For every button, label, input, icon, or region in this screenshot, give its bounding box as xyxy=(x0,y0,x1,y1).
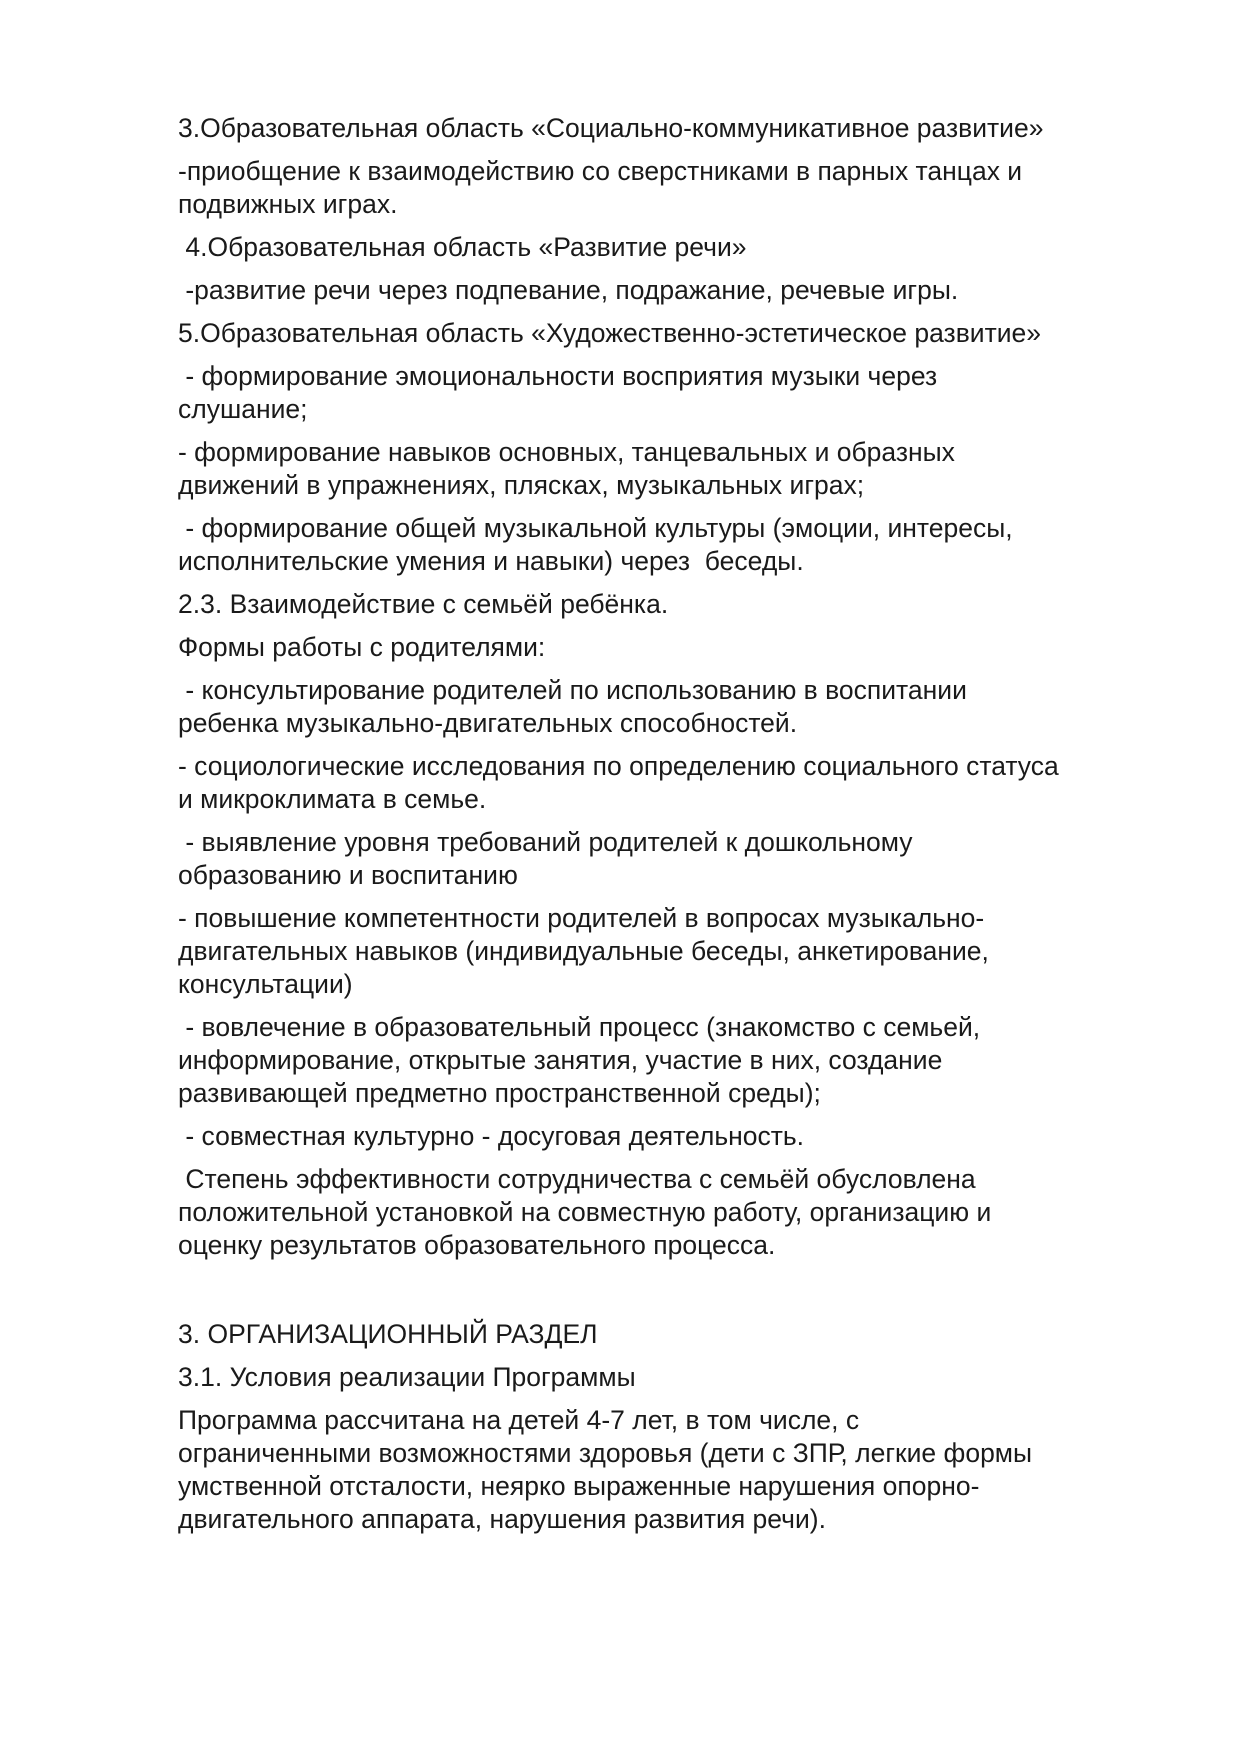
text-line: положительной установкой на совместную работу, организацию и xyxy=(178,1197,992,1227)
paragraph xyxy=(178,631,1178,664)
section-gap xyxy=(178,1272,1178,1318)
section-heading: 3. ОРГАНИЗАЦИОННЫЙ РАЗДЕЛ xyxy=(178,1319,598,1349)
text-line: двигательного аппарата, нарушения развития речи). xyxy=(178,1504,826,1534)
text-line: - повышение компетентности родителей в вопросах музыкально- xyxy=(178,903,985,933)
paragraph xyxy=(178,155,1178,221)
text-line: движений в упражнениях, плясках, музыкальных играх; xyxy=(178,470,865,500)
text-line: -развитие речи через подпевание, подражание, речевые игры. xyxy=(178,275,959,305)
paragraph xyxy=(178,112,1178,145)
paragraph xyxy=(178,231,1178,264)
text-line: информирование, открытые занятия, участие в них, создание xyxy=(178,1045,943,1075)
text-line: - совместная культурно - досуговая деятельность. xyxy=(178,1121,805,1151)
section-body-paragraph xyxy=(178,1404,1178,1536)
text-line: 5.Образовательная область «Художественно-эстетическое развитие» xyxy=(178,318,1041,348)
text-line: 3.Образовательная область «Социально-коммуникативное развитие» xyxy=(178,113,1044,143)
text-line: подвижных играх. xyxy=(178,189,398,219)
text-line: образованию и воспитанию xyxy=(178,860,518,890)
section-subheading: 3.1. Условия реализации Программы xyxy=(178,1362,636,1392)
paragraph xyxy=(178,512,1178,578)
text-line: - формирование навыков основных, танцевальных и образных xyxy=(178,437,955,467)
text-line: - социологические исследования по определению социального статуса xyxy=(178,751,1059,781)
document-page xyxy=(178,112,1178,1546)
paragraph xyxy=(178,674,1178,740)
paragraph xyxy=(178,826,1178,892)
text-line: - выявление уровня требований родителей к дошкольному xyxy=(178,827,913,857)
text-line: умственной отсталости, неярко выраженные нарушения опорно- xyxy=(178,1471,980,1501)
text-line: - формирование общей музыкальной культуры (эмоции, интересы, xyxy=(178,513,1013,543)
text-line: и микроклимата в семье. xyxy=(178,784,487,814)
paragraph xyxy=(178,1011,1178,1110)
text-line: - вовлечение в образовательный процесс (знакомство с семьей, xyxy=(178,1012,981,1042)
text-line: ограниченными возможностями здоровья (дети с ЗПР, легкие формы xyxy=(178,1438,1033,1468)
text-line: ребенка музыкально-двигательных способностей. xyxy=(178,708,798,738)
text-line: -приобщение к взаимодействию со сверстниками в парных танцах и xyxy=(178,156,1023,186)
text-line: слушание; xyxy=(178,394,308,424)
text-line: Программа рассчитана на детей 4-7 лет, в том числе, с xyxy=(178,1405,860,1435)
text-line: двигательных навыков (индивидуальные беседы, анкетирование, xyxy=(178,936,989,966)
text-line: исполнительские умения и навыки) через беседы. xyxy=(178,546,804,576)
paragraph xyxy=(178,1163,1178,1262)
text-line: консультации) xyxy=(178,969,353,999)
paragraph xyxy=(178,317,1178,350)
text-line: 4.Образовательная область «Развитие речи» xyxy=(178,232,747,262)
paragraph xyxy=(178,902,1178,1001)
paragraph xyxy=(178,274,1178,307)
text-line: - консультирование родителей по использованию в воспитании xyxy=(178,675,967,705)
body-text xyxy=(178,112,1178,1262)
text-line: - формирование эмоциональности восприятия музыки через xyxy=(178,361,938,391)
text-line: развивающей предметно пространственной среды); xyxy=(178,1078,821,1108)
text-line: 2.3. Взаимодействие с семьёй ребёнка. xyxy=(178,589,669,619)
text-line: Формы работы с родителями: xyxy=(178,632,546,662)
text-line: Степень эффективности сотрудничества с семьёй обусловлена xyxy=(178,1164,976,1194)
paragraph xyxy=(178,588,1178,621)
paragraph xyxy=(178,750,1178,816)
text-line: оценку результатов образовательного процесса. xyxy=(178,1230,776,1260)
paragraph xyxy=(178,436,1178,502)
paragraph xyxy=(178,360,1178,426)
paragraph xyxy=(178,1120,1178,1153)
